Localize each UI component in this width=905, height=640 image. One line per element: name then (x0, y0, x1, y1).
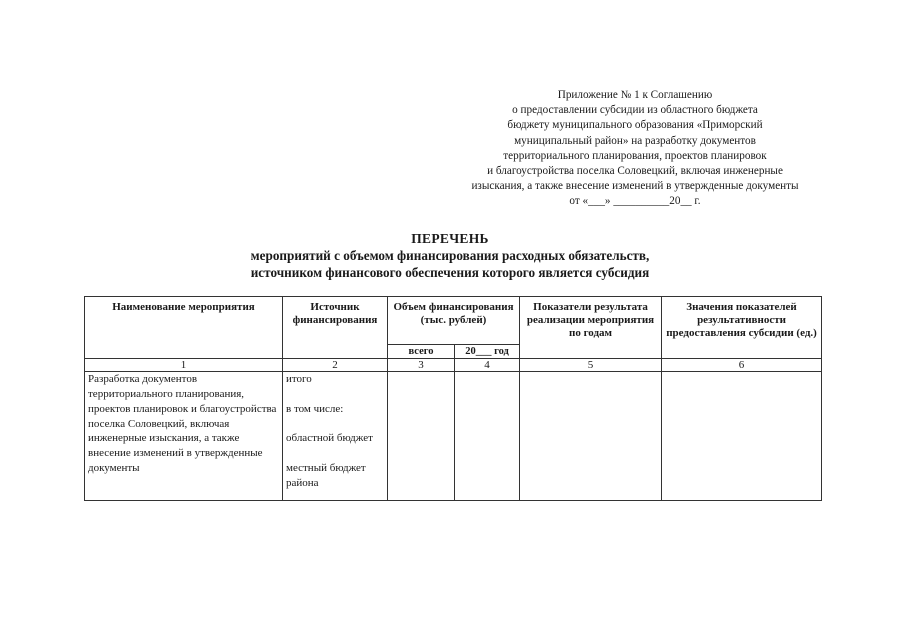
appendix-line: изыскания, а также внесение изменений в утвержденные документы (471, 180, 799, 193)
document-title (150, 230, 750, 281)
source-local: местный бюджет района (286, 461, 366, 489)
header-year: 20___ год (455, 345, 520, 359)
header-value: Значения показателей результативности предоставления субсидии (ед.) (662, 297, 822, 359)
column-number: 2 (283, 359, 388, 372)
value-cell (662, 372, 822, 501)
year-cell (455, 372, 520, 501)
source-including: в том числе: (286, 402, 344, 415)
appendix-date-line: от «___» __________20__ г. (569, 195, 701, 208)
appendix-line: территориального планирования, проектов планировок (503, 149, 767, 162)
header-volume: Объем финансирования (тыс. рублей) (388, 297, 520, 345)
column-number: 3 (388, 359, 455, 372)
appendix-line: Приложение № 1 к Соглашению (557, 89, 713, 101)
title-subheading: источником финансового обеспечения которого является субсидия (250, 265, 650, 280)
title-heading: ПЕРЕЧЕНЬ (411, 231, 489, 246)
table-row (85, 372, 822, 501)
column-number: 4 (455, 359, 520, 372)
result-cell (520, 372, 662, 501)
appendix-line: бюджету муниципального образования «Приморский (507, 119, 763, 132)
column-number: 5 (520, 359, 662, 372)
header-total: всего (388, 345, 455, 359)
measures-table (84, 296, 822, 501)
appendix-line: муниципальный район» на разработку документов (514, 134, 756, 147)
title-subheading: мероприятий с объемом финансирования расходных обязательств, (250, 248, 650, 263)
column-number: 6 (662, 359, 822, 372)
header-name: Наименование мероприятия (85, 297, 283, 359)
appendix-line: о предоставлении субсидии из областного бюджета (512, 104, 758, 117)
total-cell (388, 372, 455, 501)
header-source: Источник финансирования (283, 297, 388, 359)
source-regional: областной бюджет (286, 432, 373, 445)
column-number: 1 (85, 359, 283, 372)
header-result: Показатели результата реализации мероприятия по годам (520, 297, 662, 359)
source-total: итого (286, 373, 312, 386)
measure-name: Разработка документов территориального планирования, проектов планировок и благоустройства поселка Соловецкий, включая инженерные изыскания, а также внесение изменений в утвержденные документы (85, 372, 283, 501)
appendix-line: и благоустройства поселка Соловецкий, включая инженерные (487, 165, 783, 178)
funding-sources (283, 372, 388, 501)
appendix-header (440, 88, 830, 210)
